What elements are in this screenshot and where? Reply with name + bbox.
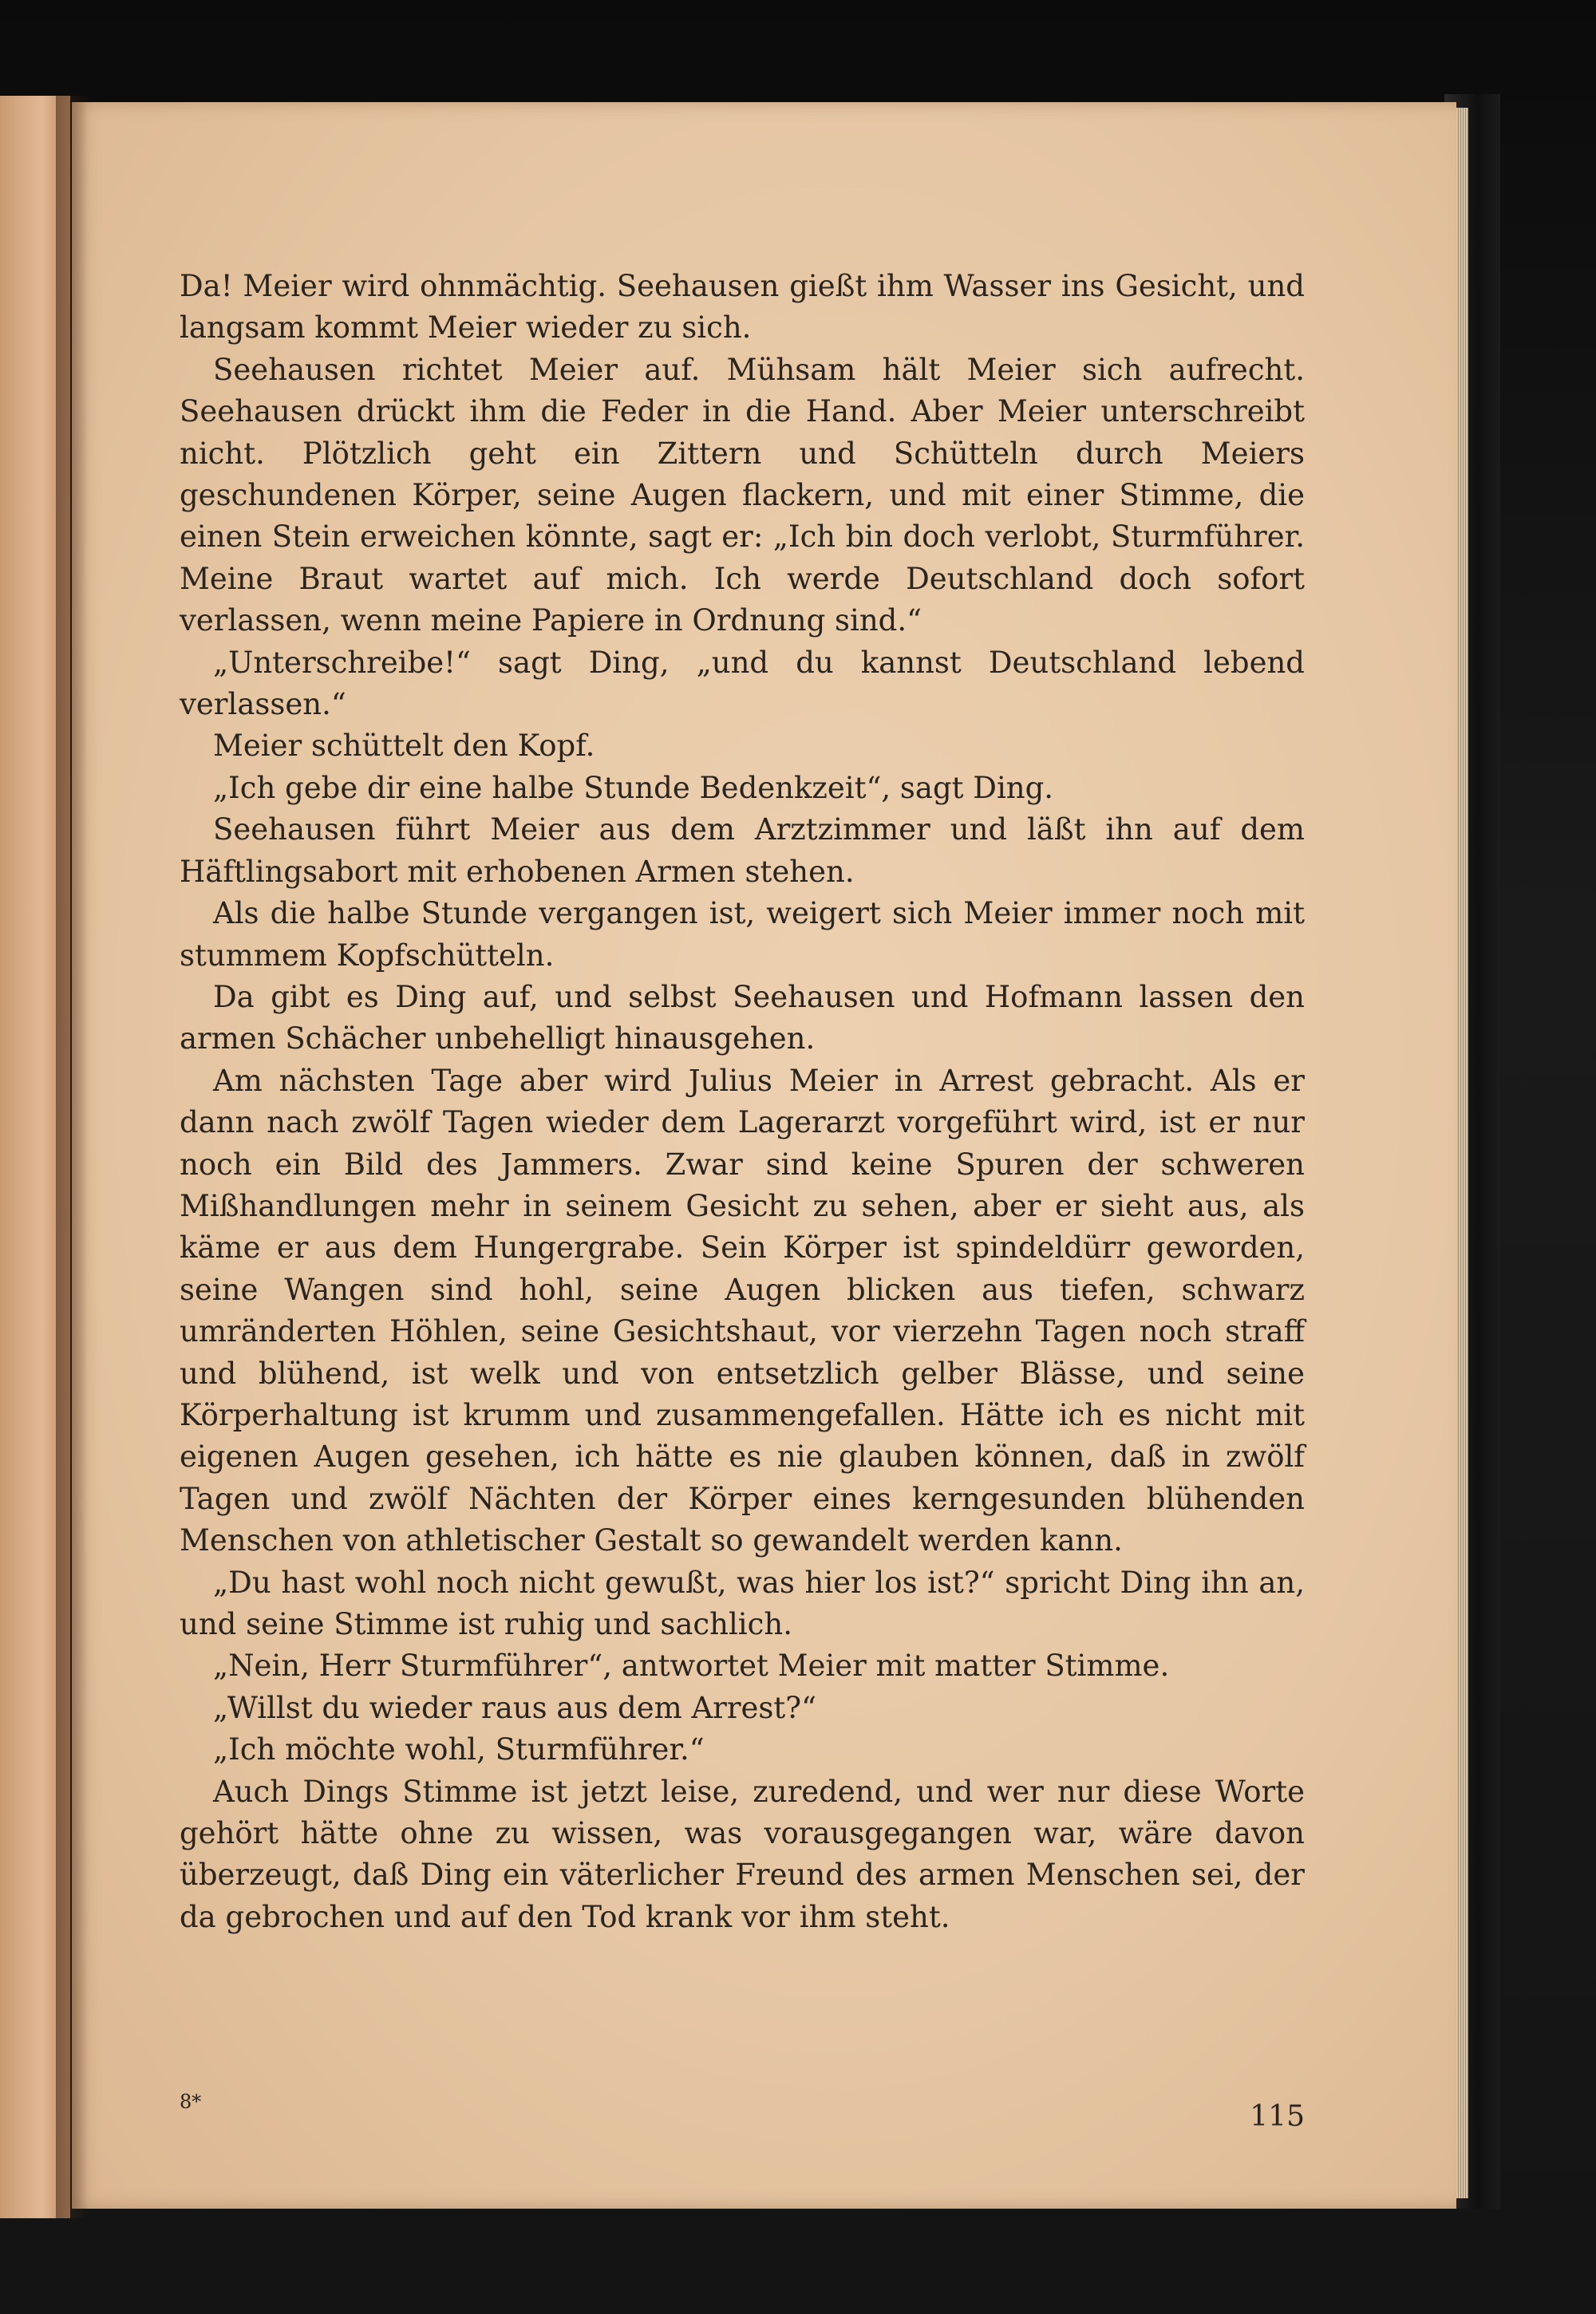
paragraph: Da gibt es Ding auf, und selbst Seehausen und Hofmann lassen den armen Schächer unbehelligt hinausgehen. xyxy=(180,979,1305,1056)
paragraph: Als die halbe Stunde vergangen ist, weigert sich Meier immer noch mit stummem Kopfschütteln. xyxy=(180,896,1305,973)
signature-mark: 8* xyxy=(180,2091,202,2113)
paragraph: Am nächsten Tage aber wird Julius Meier in Arrest gebracht. Als er dann nach zwölf Tagen wieder dem Lagerarzt vorgeführt wird, ist er nur noch ein Bild des Jammers. Zwar sind keine Spuren der schweren Mißhandlungen mehr in seinem Gesicht zu sehen, aber er sieht aus, als käme er aus dem Hungergrabe. Sein Körper ist spindeldürr geworden, seine Wangen sind hohl, seine Augen blicken aus tiefen, schwarz umränderten Höhlen, seine Gesichtshaut, vor vierzehn Tagen noch straff und blühend, ist welk und von entsetzlich gelber Blässe, und seine Körperhaltung ist krumm und zusammengefallen. Hätte ich es nicht mit eigenen Augen gesehen, ich hätte es nie glauben können, daß in zwölf Tagen und zwölf Nächten der Körper eines kerngesunden blühenden Menschen von athletischer Gestalt so gewandelt werden kann. xyxy=(180,1063,1305,1558)
paragraph: Meier schüttelt den Kopf. xyxy=(213,729,595,764)
paragraph: Auch Dings Stimme ist jetzt leise, zuredend, und wer nur diese Worte gehört hätte ohne zu wissen, was vorausgegangen war, wäre davon überzeugt, daß Ding ein väterlicher Freund des armen Menschen sei, der da gebrochen und auf den Tod krank vor ihm steht. xyxy=(180,1774,1305,1934)
page-body-text xyxy=(180,266,1305,1938)
paragraph: Seehausen richtet Meier auf. Mühsam hält Meier sich aufrecht. Seehausen drückt ihm die Feder in die Hand. Aber Meier unterschreibt nicht. Plötzlich geht ein Zittern und Schütteln durch Meiers geschundenen Körper, seine Augen flackern, und mit einer Stimme, die einen Stein erweichen könnte, sagt er: „Ich bin doch verlobt, Sturmführer. Meine Braut wartet auf mich. Ich werde Deutschland doch sofort verlassen, wenn meine Papiere in Ordnung sind.“ xyxy=(180,352,1305,638)
page-number: 115 xyxy=(1250,2100,1305,2133)
spine-shadow xyxy=(56,96,88,2218)
paragraph: Da! Meier wird ohnmächtig. Seehausen gießt ihm Wasser ins Gesicht, und langsam kommt Meier wieder zu sich. xyxy=(180,269,1305,346)
paragraph: „Unterschreibe!“ sagt Ding, „und du kannst Deutschland lebend verlassen.“ xyxy=(180,645,1305,722)
paragraph: „Willst du wieder raus aus dem Arrest?“ xyxy=(213,1690,817,1725)
paragraph: „Du hast wohl noch nicht gewußt, was hier los ist?“ spricht Ding ihn an, und seine Stimme ist ruhig und sachlich. xyxy=(180,1565,1305,1641)
paragraph: „Ich möchte wohl, Sturmführer.“ xyxy=(213,1732,705,1767)
paragraph: „Ich gebe dir eine halbe Stunde Bedenkzeit“, sagt Ding. xyxy=(213,770,1054,805)
book-page xyxy=(72,102,1456,2209)
paragraph: „Nein, Herr Sturmführer“, antwortet Meier mit matter Stimme. xyxy=(213,1649,1170,1684)
paragraph: Seehausen führt Meier aus dem Arztzimmer und läßt ihn auf dem Häftlingsabort mit erhobenen Armen stehen. xyxy=(180,812,1305,889)
